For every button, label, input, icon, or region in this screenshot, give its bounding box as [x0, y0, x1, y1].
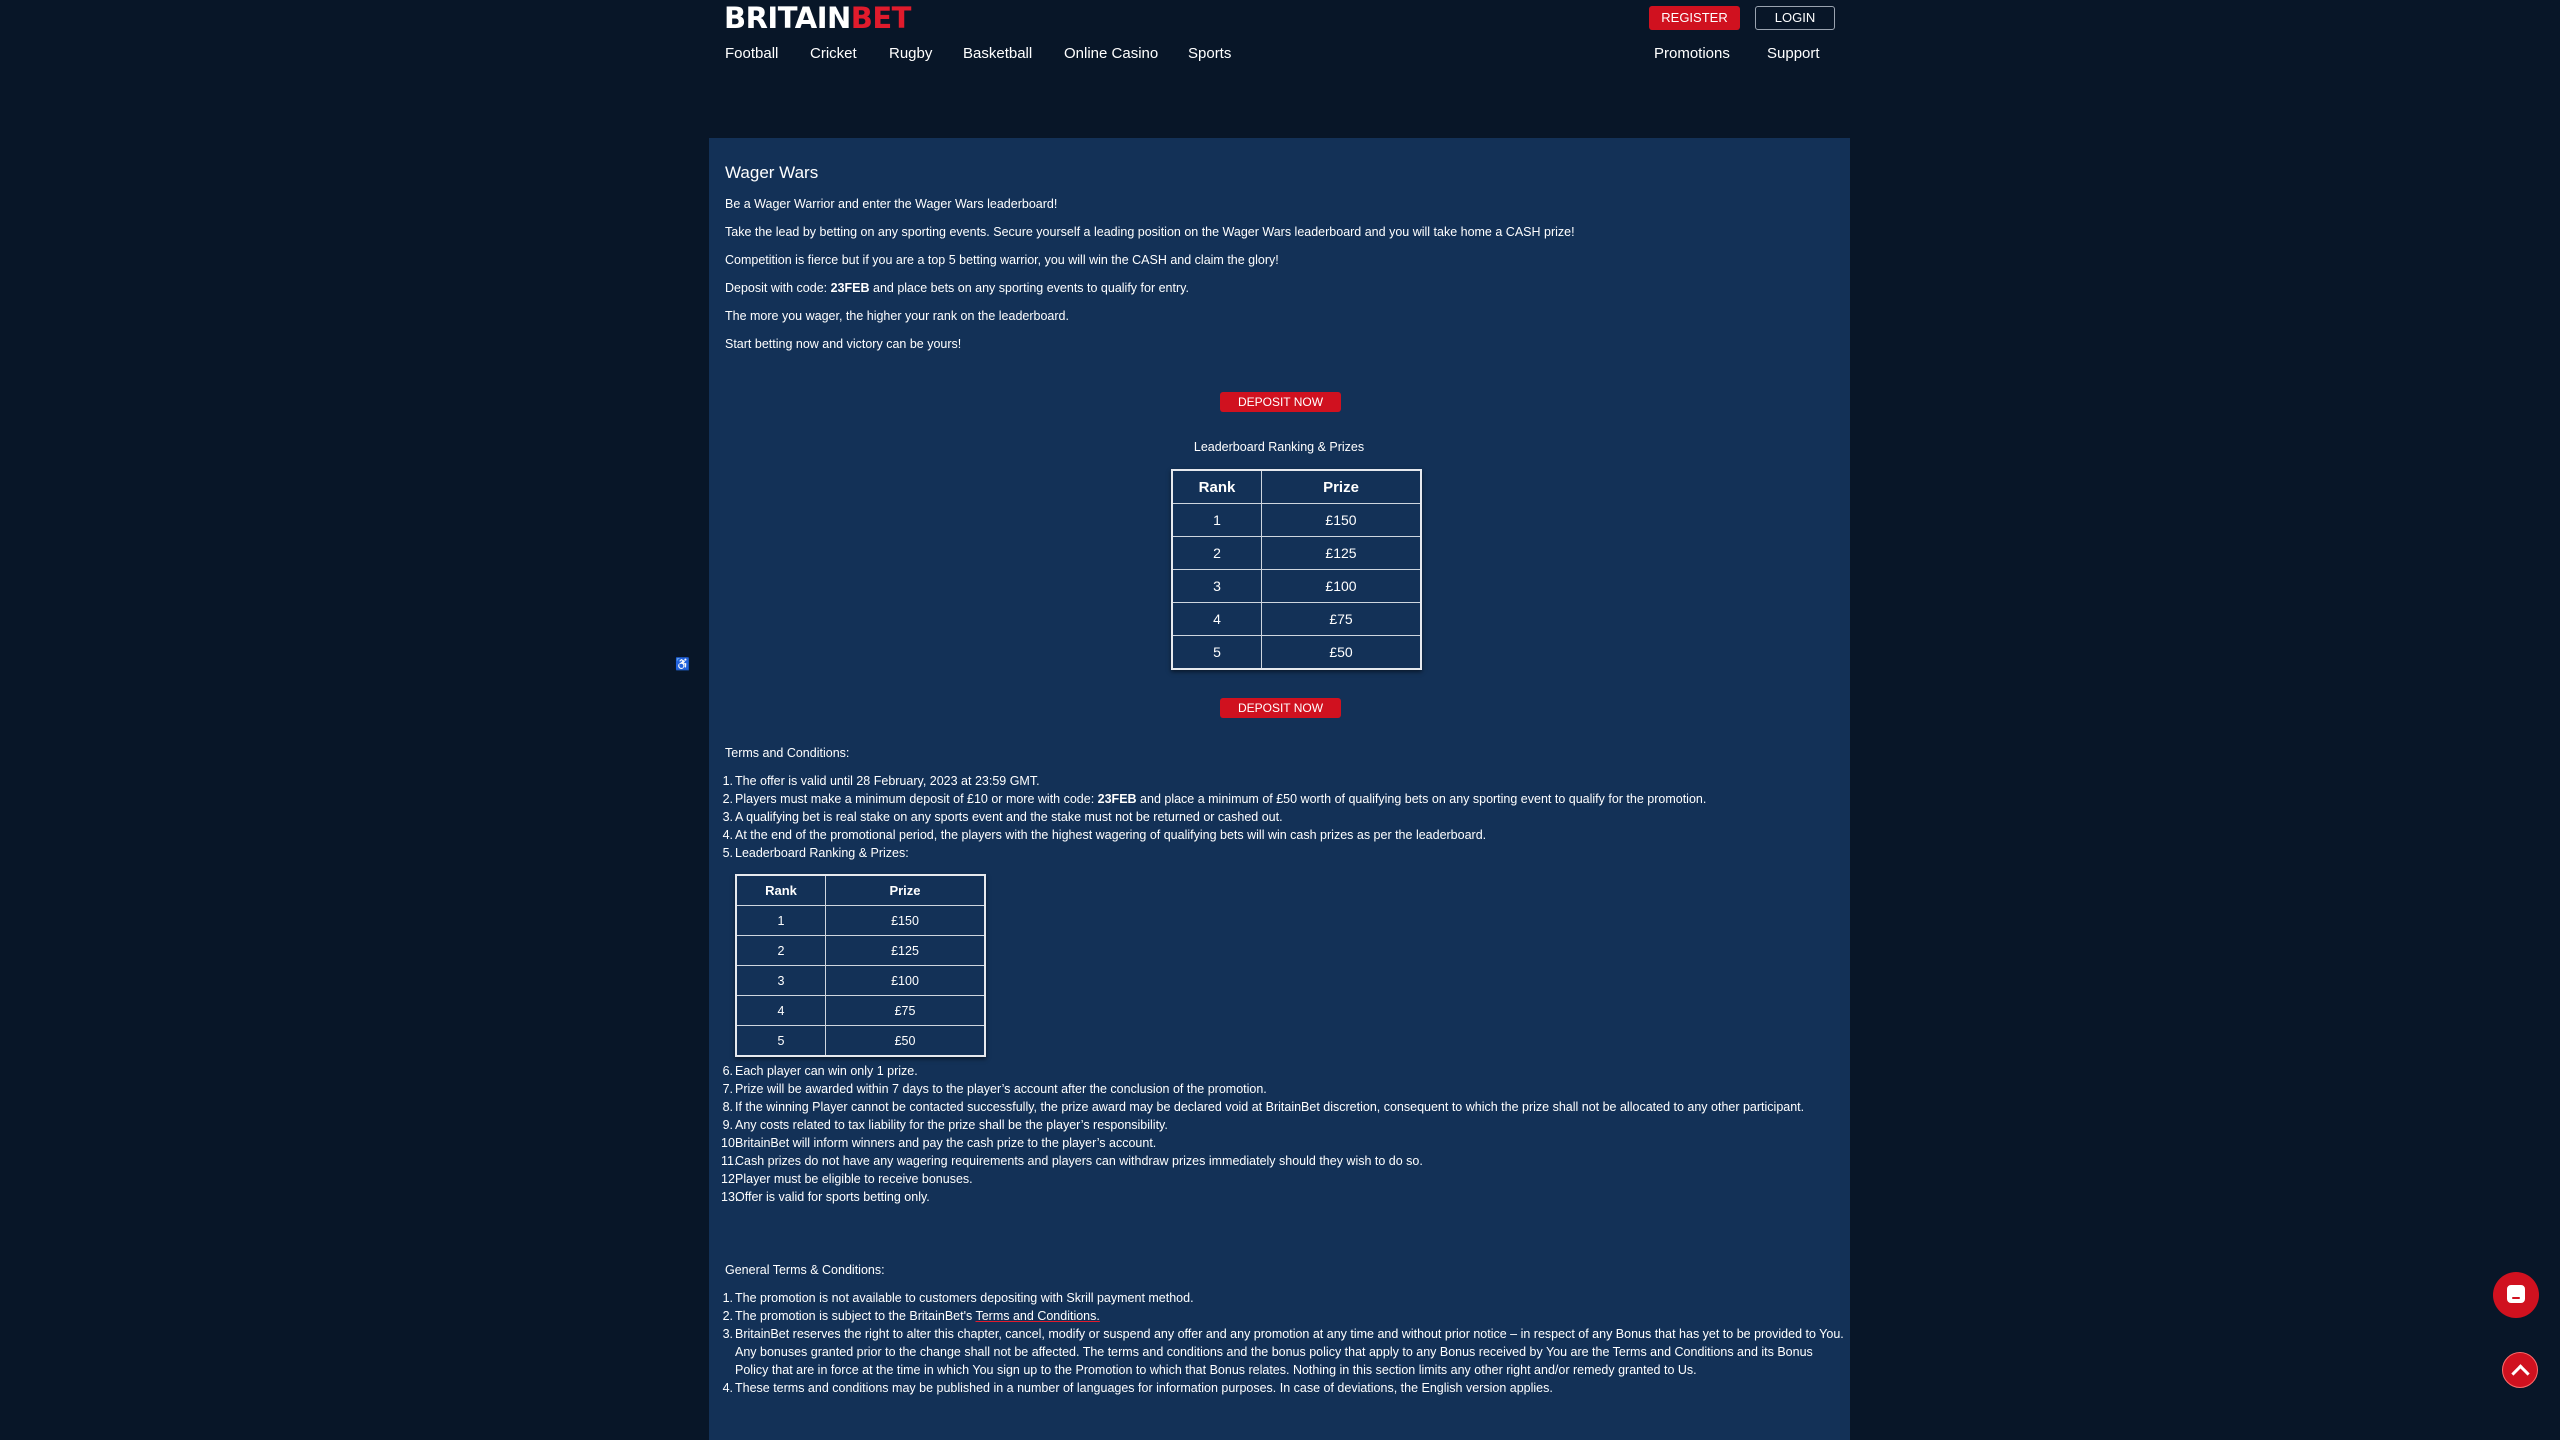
list-number: 12. — [721, 1172, 739, 1186]
promo-paragraph: Be a Wager Warrior and enter the Wager Wars leaderboard! — [725, 197, 1058, 211]
list-item — [721, 1152, 1845, 1170]
list-item — [721, 1134, 1845, 1152]
prize-cell: £150 — [1262, 504, 1422, 537]
terms-leaderboard-table — [735, 874, 986, 1057]
list-text: The promotion is subject to the BritainBet's — [735, 1309, 976, 1323]
rank-cell: 4 — [736, 996, 826, 1026]
list-text: The offer is valid until 28 February, 2023 at 23:59 GMT. — [735, 774, 1040, 788]
nav-support[interactable]: Support — [1767, 45, 1820, 62]
list-text: BritainBet reserves the right to alter this chapter, cancel, modify or suspend any offer and any promotion at any time and without prior notice – in respect of any Bonus that has yet to be provided to You. Any bonuses granted prior to the change shall not be affected. The terms and conditions and the bonus policy that apply to any Bonus received by You are the Terms and Conditions and its Bonus Policy that are in force at the time in which You sign up to the Promotion to which that Bonus relates. Nothing in this section limits any other right and/or remedy granted to Us. — [735, 1327, 1844, 1377]
promo-paragraph: Take the lead by betting on any sporting events. Secure yourself a leading position on the Wager Wars leaderboard and you will take home a CASH prize! — [725, 225, 1575, 239]
rank-cell: 1 — [736, 906, 826, 936]
list-text: Players must make a minimum deposit of £10 or more with code: — [735, 792, 1098, 806]
list-item — [721, 1170, 1845, 1188]
promo-paragraph: Start betting now and victory can be yours! — [725, 337, 962, 351]
leaderboard-table — [1171, 469, 1422, 670]
accessibility-icon[interactable]: ♿ — [675, 657, 690, 671]
deposit-code-post: and place bets on any sporting events to qualify for entry. — [869, 281, 1189, 295]
prize-cell: £100 — [1262, 570, 1422, 603]
list-item — [722, 790, 1845, 808]
list-item — [722, 826, 1845, 844]
list-item — [722, 1080, 1845, 1098]
list-text: Offer is valid for sports betting only. — [735, 1190, 930, 1204]
prize-cell: £75 — [826, 996, 986, 1026]
table-header-rank: Rank — [736, 875, 826, 906]
list-number: 3. — [722, 810, 733, 824]
list-text: Each player can win only 1 prize. — [735, 1064, 918, 1078]
list-number: 1. — [722, 1291, 733, 1305]
terms-title: Terms and Conditions: — [725, 746, 850, 760]
rank-cell: 1 — [1172, 504, 1262, 537]
list-number: 2. — [722, 1309, 733, 1323]
nav-football[interactable]: Football — [725, 45, 779, 62]
table-header-rank: Rank — [1172, 470, 1262, 504]
scroll-to-top-button[interactable] — [2502, 1352, 2538, 1388]
list-text: The promotion is not available to customers depositing with Skrill payment method. — [735, 1291, 1194, 1305]
list-text: BritainBet will inform winners and pay the cash prize to the player’s account. — [735, 1136, 1157, 1150]
list-item — [722, 1325, 1845, 1379]
table-row — [1172, 603, 1421, 636]
list-number: 4. — [722, 828, 733, 842]
promo-panel — [709, 138, 1850, 1440]
prize-cell: £50 — [826, 1026, 986, 1057]
table-row — [736, 1026, 985, 1057]
page-title: Wager Wars — [725, 163, 819, 182]
promo-paragraph: Competition is fierce but if you are a top 5 betting warrior, you will win the CASH and claim the glory! — [725, 253, 1279, 267]
table-row — [1172, 570, 1421, 603]
prize-cell: £125 — [826, 936, 986, 966]
prize-cell: £75 — [1262, 603, 1422, 636]
prize-cell: £50 — [1262, 636, 1422, 670]
list-item — [722, 772, 1845, 790]
leaderboard-title: Leaderboard Ranking & Prizes — [1193, 440, 1365, 454]
deposit-code: 23FEB — [830, 281, 870, 295]
site-header — [0, 0, 2560, 138]
table-row — [736, 966, 985, 996]
list-number: 5. — [722, 846, 733, 860]
list-number: 7. — [722, 1082, 733, 1096]
live-chat-button[interactable] — [2493, 1272, 2539, 1318]
rank-cell: 3 — [1172, 570, 1262, 603]
list-item — [722, 1098, 1845, 1116]
britainbet-logo[interactable] — [724, 0, 911, 36]
logo-text-bet: BET — [850, 1, 911, 35]
table-header-prize: Prize — [1262, 470, 1422, 504]
deposit-now-button[interactable]: DEPOSIT NOW — [1220, 698, 1341, 718]
list-number: 4. — [722, 1381, 733, 1395]
rank-cell: 5 — [1172, 636, 1262, 670]
nav-promotions[interactable]: Promotions — [1654, 45, 1730, 62]
list-number: 11. — [721, 1154, 738, 1168]
list-item — [722, 1116, 1845, 1134]
terms-list-continued — [721, 1062, 1845, 1206]
list-text: Leaderboard Ranking & Prizes: — [735, 846, 909, 860]
promo-paragraph: The more you wager, the higher your rank on the leaderboard. — [725, 309, 1069, 323]
prize-cell: £100 — [826, 966, 986, 996]
list-number: 9. — [722, 1118, 733, 1132]
list-number: 8. — [722, 1100, 733, 1114]
list-text: Prize will be awarded within 7 days to the player’s account after the conclusion of the promotion. — [735, 1082, 1267, 1096]
list-number: 2. — [722, 792, 733, 806]
list-text: Cash prizes do not have any wagering requirements and players can withdraw prizes immediately should they wish to do so. — [735, 1154, 1423, 1168]
nav-online-casino[interactable]: Online Casino — [1064, 45, 1159, 62]
register-button[interactable]: REGISTER — [1649, 6, 1740, 30]
list-item — [722, 1379, 1845, 1397]
terms-list — [722, 772, 1845, 862]
list-text: and place a minimum of £50 worth of qualifying bets on any sporting event to qualify for the promotion. — [1136, 792, 1707, 806]
chevron-up-icon — [2511, 1364, 2529, 1382]
list-item — [722, 844, 1845, 862]
nav-sports[interactable]: Sports — [1188, 45, 1232, 62]
rank-cell: 3 — [736, 966, 826, 996]
login-button[interactable]: LOGIN — [1755, 6, 1835, 30]
rank-cell: 2 — [736, 936, 826, 966]
table-header-prize: Prize — [826, 875, 986, 906]
deposit-code-pre: Deposit with code: — [725, 281, 831, 295]
list-number: 3. — [722, 1327, 733, 1341]
table-row — [1172, 537, 1421, 570]
table-row — [736, 996, 985, 1026]
prize-cell: £150 — [826, 906, 986, 936]
table-row — [1172, 636, 1421, 670]
list-number: 6. — [722, 1064, 733, 1078]
deposit-now-button[interactable]: DEPOSIT NOW — [1220, 392, 1341, 412]
list-text: If the winning Player cannot be contacted successfully, the prize award may be declared void at BritainBet discretion, consequent to which the prize shall not be allocated to any other participant. — [735, 1100, 1805, 1114]
list-item — [721, 1188, 1845, 1206]
list-item — [722, 1307, 1845, 1325]
list-text: These terms and conditions may be published in a number of languages for information purposes. In case of deviations, the English version applies. — [735, 1381, 1553, 1395]
list-number: 10. — [721, 1136, 739, 1150]
rank-cell: 2 — [1172, 537, 1262, 570]
logo-text-britain: BRITAIN — [724, 1, 851, 35]
nav-rugby[interactable]: Rugby — [889, 45, 933, 62]
general-terms-title: General Terms & Conditions: — [725, 1263, 885, 1277]
list-number: 1. — [722, 774, 733, 788]
list-text: Player must be eligible to receive bonuses. — [735, 1172, 973, 1186]
nav-basketball[interactable]: Basketball — [963, 45, 1033, 62]
list-number: 13. — [721, 1190, 739, 1204]
list-text: Any costs related to tax liability for the prize shall be the player’s responsibility. — [735, 1118, 1168, 1132]
list-item — [722, 1062, 1845, 1080]
chat-icon — [2507, 1285, 2525, 1303]
rank-cell: 5 — [736, 1026, 826, 1057]
promo-code: 23FEB — [1097, 792, 1137, 806]
table-row — [1172, 504, 1421, 537]
rank-cell: 4 — [1172, 603, 1262, 636]
general-terms-list — [722, 1289, 1845, 1397]
nav-cricket[interactable]: Cricket — [810, 45, 857, 62]
prize-cell: £125 — [1262, 537, 1422, 570]
deposit-code-paragraph — [725, 281, 1189, 295]
terms-and-conditions-link[interactable]: Terms and Conditions. — [975, 1309, 1100, 1323]
list-item — [722, 1289, 1845, 1307]
list-item — [722, 808, 1845, 826]
table-row — [736, 906, 985, 936]
list-text: A qualifying bet is real stake on any sports event and the stake must not be returned or cashed out. — [735, 810, 1283, 824]
list-text: At the end of the promotional period, the players with the highest wagering of qualifying bets will win cash prizes as per the leaderboard. — [735, 828, 1487, 842]
table-row — [736, 936, 985, 966]
